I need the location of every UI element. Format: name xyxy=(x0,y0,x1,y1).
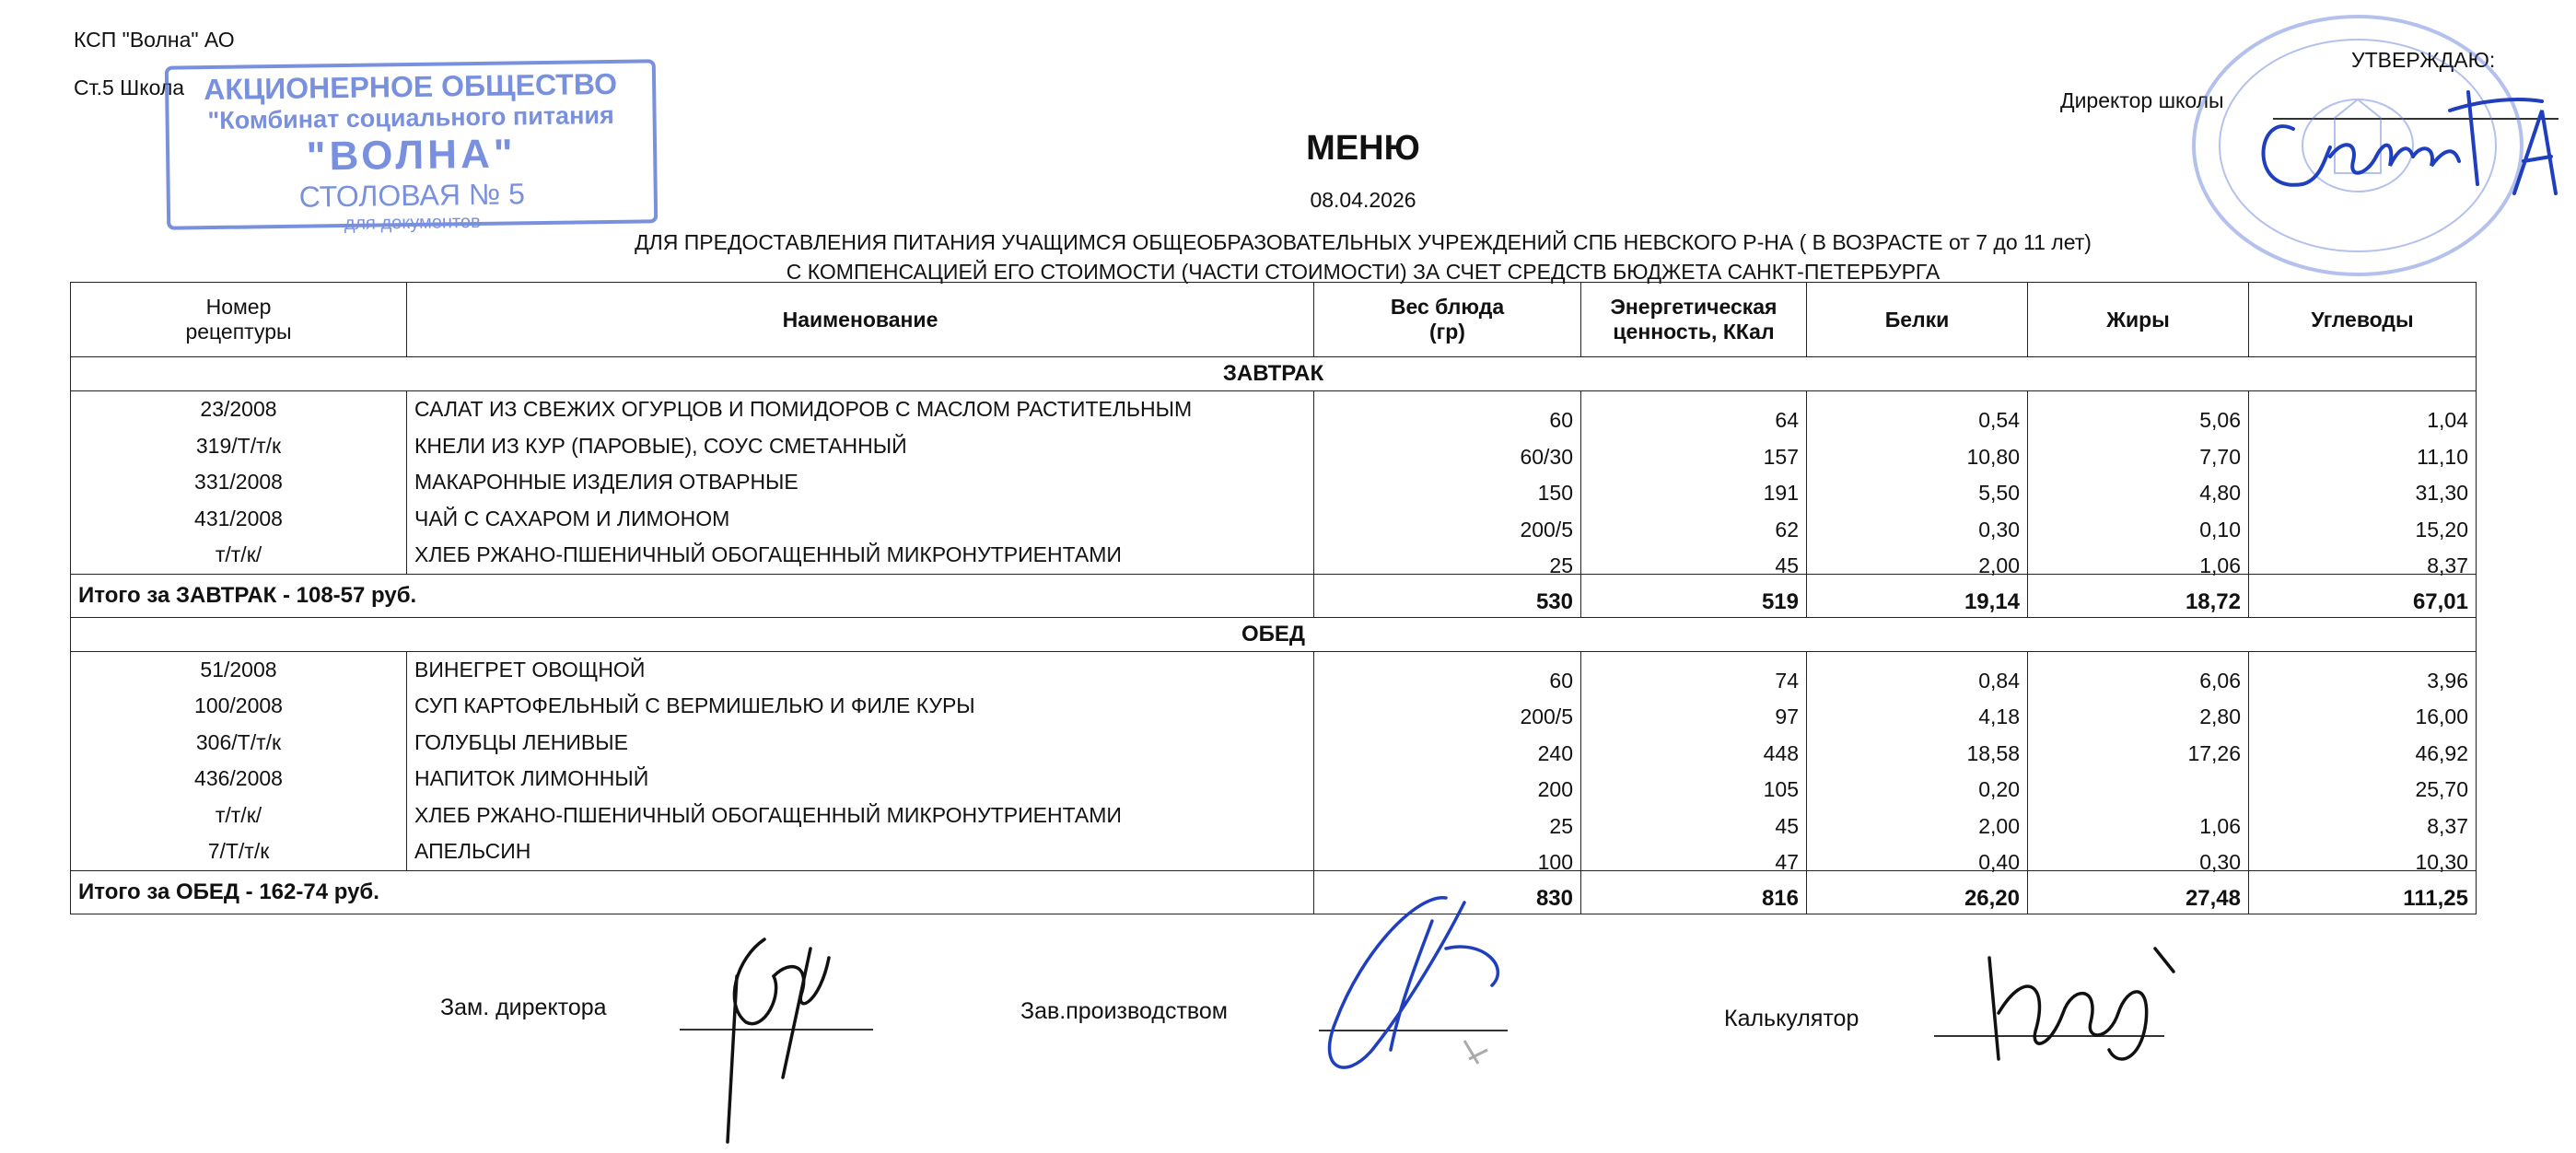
dish-protein: 5,50 xyxy=(1978,481,2020,505)
dish-name: ХЛЕБ РЖАНО-ПШЕНИЧНЫЙ ОБОГАЩЕННЫЙ МИКРОНУТРИЕНТАМИ xyxy=(414,542,1122,566)
dish-weight: 60 xyxy=(1549,668,1573,693)
dish-protein: 2,00 xyxy=(1978,553,2020,577)
section-row-breakfast xyxy=(71,357,2477,391)
section-title-breakfast: ЗАВТРАК xyxy=(71,357,2477,391)
dish-fat: 7,70 xyxy=(2199,444,2241,469)
dish-name: САЛАТ ИЗ СВЕЖИХ ОГУРЦОВ И ПОМИДОРОВ С МАСЛОМ РАСТИТЕЛЬНЫМ xyxy=(414,397,1193,421)
deputy-signature-icon xyxy=(682,921,866,1151)
dish-fat: 0,10 xyxy=(2199,517,2241,542)
section-row-lunch xyxy=(71,617,2477,651)
dish-protein: 0,54 xyxy=(1978,408,2020,432)
dish-name: ВИНЕГРЕТ ОВОЩНОЙ xyxy=(414,657,646,681)
dish-fat: 1,06 xyxy=(2199,553,2241,577)
dish-weight: 200 xyxy=(1537,777,1573,801)
menu-date: 08.04.2026 xyxy=(1310,188,1416,212)
dish-energy: 74 xyxy=(1775,668,1799,693)
dish-weight: 200/5 xyxy=(1520,517,1573,542)
breakfast-total-weight: 530 xyxy=(1314,574,1581,617)
dish-energy: 97 xyxy=(1775,705,1799,728)
breakfast-total-fat: 18,72 xyxy=(2028,574,2249,617)
dish-protein: 18,58 xyxy=(1966,740,2020,765)
dish-weight: 25 xyxy=(1549,813,1573,838)
col-weight-header: Вес блюда (гр) xyxy=(1314,283,1581,357)
dish-weight: 240 xyxy=(1537,740,1573,765)
stamp-line-1: АКЦИОНЕРНОЕ ОБЩЕСТВО xyxy=(203,66,618,107)
lunch-total-protein: 26,20 xyxy=(1807,870,2028,914)
col-energy-header: Энергетическая ценность, ККал xyxy=(1581,283,1807,357)
dish-name: АПЕЛЬСИН xyxy=(414,839,531,863)
breakfast-names-cell xyxy=(407,391,1314,575)
col-recipe-header: Номер рецептуры xyxy=(71,283,407,357)
lunch-total-fat: 27,48 xyxy=(2028,870,2249,914)
breakfast-fat-cell xyxy=(2028,391,2249,575)
dish-carbs: 46,92 xyxy=(2415,740,2468,765)
dish-carbs: 25,70 xyxy=(2415,777,2468,801)
lunch-weights-cell xyxy=(1314,651,1581,874)
breakfast-weights-cell xyxy=(1314,391,1581,575)
dish-protein: 0,40 xyxy=(1978,850,2020,874)
col-protein-header: Белки xyxy=(1807,283,2028,357)
breakfast-total-energy: 519 xyxy=(1581,574,1807,617)
dish-carbs: 8,37 xyxy=(2427,553,2468,577)
dish-energy: 45 xyxy=(1775,553,1799,577)
dish-protein: 0,84 xyxy=(1978,668,2020,693)
lunch-total-carbs: 111,25 xyxy=(2249,870,2477,914)
recipe-code: 436/2008 xyxy=(194,766,283,790)
lunch-fat-cell xyxy=(2028,651,2249,874)
dish-carbs: 31,30 xyxy=(2415,481,2468,505)
dish-name: КНЕЛИ ИЗ КУР (ПАРОВЫЕ), СОУС СМЕТАННЫЙ xyxy=(414,433,907,458)
dish-name: ГОЛУБЦЫ ЛЕНИВЫЕ xyxy=(414,729,628,754)
lunch-total-label: Итого за ОБЕД - 162-74 руб. xyxy=(71,870,1314,914)
dish-weight: 100 xyxy=(1537,850,1573,874)
dish-energy: 105 xyxy=(1763,777,1799,801)
dish-carbs: 10,30 xyxy=(2415,850,2468,874)
dish-energy: 448 xyxy=(1763,740,1799,765)
dish-protein: 2,00 xyxy=(1978,813,2020,838)
recipe-code: 23/2008 xyxy=(200,397,277,421)
dish-carbs: 11,10 xyxy=(2417,444,2468,469)
recipe-code: 7/Т/т/к xyxy=(207,839,270,863)
breakfast-carbs-cell xyxy=(2249,391,2477,575)
lunch-names-cell xyxy=(407,651,1314,870)
dish-name: СУП КАРТОФЕЛЬНЫЙ С ВЕРМИШЕЛЬЮ И ФИЛЕ КУРЫ xyxy=(414,693,975,717)
breakfast-total-protein: 19,14 xyxy=(1807,574,2028,617)
stamp-line-4: СТОЛОВАЯ № 5 xyxy=(298,177,526,214)
stamp-line-5: для документов xyxy=(344,211,481,235)
breakfast-total-label: Итого за ЗАВТРАК - 108-57 руб. xyxy=(71,574,1314,617)
lunch-protein-cell xyxy=(1807,651,2028,874)
calculator-signature-icon xyxy=(1962,930,2201,1077)
dish-name: НАПИТОК ЛИМОННЫЙ xyxy=(414,766,649,790)
dish-weight: 60/30 xyxy=(1520,444,1573,469)
dish-carbs: 8,37 xyxy=(2427,813,2468,838)
dish-carbs: 3,96 xyxy=(2427,668,2468,693)
dish-name: ХЛЕБ РЖАНО-ПШЕНИЧНЫЙ ОБОГАЩЕННЫЙ МИКРОНУТРИЕНТАМИ xyxy=(414,802,1122,827)
dish-energy: 62 xyxy=(1775,517,1799,542)
dish-protein: 4,18 xyxy=(1978,705,2020,728)
col-carbs-header: Углеводы xyxy=(2249,283,2477,357)
recipe-code: 100/2008 xyxy=(194,693,283,717)
dish-fat: 17,26 xyxy=(2187,740,2241,765)
dish-weight: 150 xyxy=(1537,481,1573,505)
table-header-row xyxy=(71,283,2477,357)
dish-fat: 4,80 xyxy=(2199,481,2241,505)
lunch-total-weight: 830 xyxy=(1314,870,1581,914)
dish-protein: 10,80 xyxy=(1966,444,2020,469)
breakfast-energy-cell xyxy=(1581,391,1807,575)
lunch-energy-cell xyxy=(1581,651,1807,874)
approve-label: УТВЕРЖДАЮ: xyxy=(2351,48,2496,72)
stamp-line-2: "Комбинат социального питания xyxy=(207,100,614,135)
dish-energy: 47 xyxy=(1775,850,1799,874)
dish-name: МАКАРОННЫЕ ИЗДЕЛИЯ ОТВАРНЫЕ xyxy=(414,470,798,494)
recipe-code: т/т/к/ xyxy=(215,542,262,566)
subtitle-line-2: С КОМПЕНСАЦИЕЙ ЕГО СТОИМОСТИ (ЧАСТИ СТОИМОСТИ) ЗА СЧЕТ СРЕДСТВ БЮДЖЕТА САНКТ-ПЕТЕРБУРГА xyxy=(786,260,1941,284)
recipe-code: 306/Т/т/к xyxy=(195,729,282,754)
dish-protein: 0,20 xyxy=(1978,777,2020,801)
dish-carbs: 15,20 xyxy=(2415,517,2468,542)
dish-fat: 2,80 xyxy=(2199,705,2241,728)
dish-energy: 45 xyxy=(1775,813,1799,838)
col-name-header: Наименование xyxy=(407,283,1314,357)
dish-energy: 191 xyxy=(1763,481,1799,505)
lunch-total-energy: 816 xyxy=(1581,870,1807,914)
production-manager-label: Зав.производством xyxy=(1020,998,1228,1024)
dish-weight: 200/5 xyxy=(1520,705,1573,728)
org-name: КСП "Волна" АО xyxy=(74,28,235,52)
dish-fat: 0,30 xyxy=(2199,850,2241,874)
dish-weight: 25 xyxy=(1549,553,1573,577)
dish-fat xyxy=(2035,772,2241,809)
menu-table xyxy=(70,282,2477,914)
recipe-code: 331/2008 xyxy=(194,470,283,494)
dish-energy: 64 xyxy=(1775,408,1799,432)
dish-fat: 5,06 xyxy=(2199,408,2241,432)
dish-fat: 6,06 xyxy=(2199,668,2241,693)
calculator-label: Калькулятор xyxy=(1724,1006,1859,1031)
recipe-code: 431/2008 xyxy=(194,506,283,530)
dish-carbs: 1,04 xyxy=(2427,408,2468,432)
dish-carbs: 16,00 xyxy=(2415,705,2468,728)
dish-fat: 1,06 xyxy=(2199,813,2241,838)
col-fat-header: Жиры xyxy=(2028,283,2249,357)
director-label: Директор школы xyxy=(2060,88,2224,112)
dish-name: ЧАЙ С САХАРОМ И ЛИМОНОМ xyxy=(414,506,730,530)
breakfast-codes-cell xyxy=(71,391,407,575)
dish-protein: 0,30 xyxy=(1978,517,2020,542)
production-signature-icon xyxy=(1308,884,1547,1087)
subtitle-line-1: ДЛЯ ПРЕДОСТАВЛЕНИЯ ПИТАНИЯ УЧАЩИМСЯ ОБЩЕОБРАЗОВАТЕЛЬНЫХ УЧРЕЖДЕНИЙ СПБ НЕВСКОГО Р-НА ( В ВОЗРАСТЕ от 7 до 11 лет) xyxy=(635,230,2092,254)
stamp-line-3: "ВОЛНА" xyxy=(306,131,517,180)
recipe-code: 51/2008 xyxy=(200,657,277,681)
breakfast-protein-cell xyxy=(1807,391,2028,575)
lunch-codes-cell xyxy=(71,651,407,870)
dish-weight: 60 xyxy=(1549,408,1573,432)
page-title: МЕНЮ xyxy=(1306,129,1420,168)
breakfast-total-carbs: 67,01 xyxy=(2249,574,2477,617)
lunch-items-row xyxy=(71,651,2477,870)
deputy-director-label: Зам. директора xyxy=(440,995,607,1020)
breakfast-items-row xyxy=(71,391,2477,575)
dish-energy: 157 xyxy=(1763,444,1799,469)
recipe-code: 319/Т/т/к xyxy=(195,433,282,458)
lunch-carbs-cell xyxy=(2249,651,2477,874)
school-name: Ст.5 Школа xyxy=(74,76,185,99)
recipe-code: т/т/к/ xyxy=(215,802,262,827)
section-title-lunch: ОБЕД xyxy=(71,617,2477,651)
